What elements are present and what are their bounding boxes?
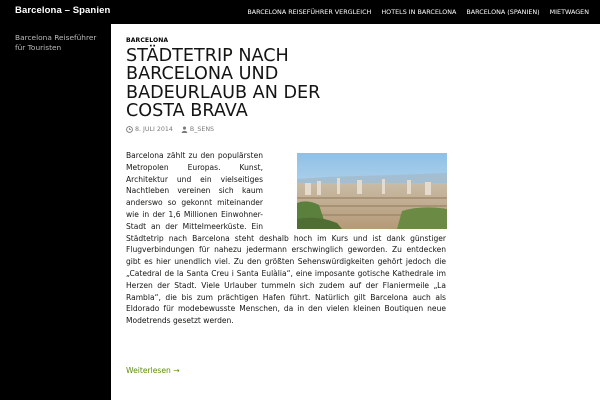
post-category[interactable]: BARCELONA [126, 37, 169, 44]
read-more-link[interactable]: Weiterlesen → [126, 366, 180, 375]
post-meta [126, 126, 214, 133]
barcelona-skyline-photo [297, 153, 447, 229]
site-tagline: Barcelona Reiseführer für Touristen [15, 33, 97, 52]
post-date[interactable]: 8. JULI 2014 [135, 126, 173, 133]
nav-item-hotels[interactable]: HOTELS IN BARCELONA [381, 8, 457, 16]
site-title[interactable]: Barcelona – Spanien [15, 5, 111, 16]
post-body: Barcelona zählt zu den populärsten Metropolen Europas. Kunst, Architektur und ein vielseitiges Nachtleben vereinen sich kaum anderswo so gekonnt miteinander wie in der 1,6 Millionen Einwohner-Stadt an der Mittelmeerküste. Ein Städtetrip nach Barcelona steht deshalb hoch im Kurs und ist dank günstiger Flugverbindungen für nahezu jedermann erschwinglich geworden. Zu entdecken gibt es hier unendlich viel. Zu den größten Sehenswürdigkeiten gehört jedoch die „Catedral de la Santa Creu i Santa Eulàlia“, eine imposante gotische Kathedrale im Herzen der Stadt. Viele Urlauber tummeln sich zudem auf der Flaniermeile „La Rambla“, die bis zum prächtigen Hafen führt. Natürlich gilt Barcelona auch als Eldorado für modebewusste Menschen, da in den vielen kleinen Boutiquen neue Modetrends gesetzt werden. [126, 151, 446, 326]
nav-item-reisefuehrer-vergleich[interactable]: BARCELONA REISEFÜHRER VERGLEICH [247, 8, 372, 16]
site-header [0, 0, 600, 24]
sidebar [0, 24, 111, 400]
post-title[interactable]: STÄDTETRIP NACH BARCELONA UND BADEURLAUB AN DER COSTA BRAVA [126, 46, 321, 121]
nav-item-barcelona-spanien[interactable]: BARCELONA (SPANIEN) [466, 8, 540, 16]
clock-icon [126, 126, 133, 133]
post-author[interactable]: B_SENS [189, 126, 215, 133]
user-icon [181, 126, 188, 133]
nav-item-mietwagen[interactable]: MIETWAGEN [549, 8, 589, 16]
main-navigation [242, 0, 594, 24]
